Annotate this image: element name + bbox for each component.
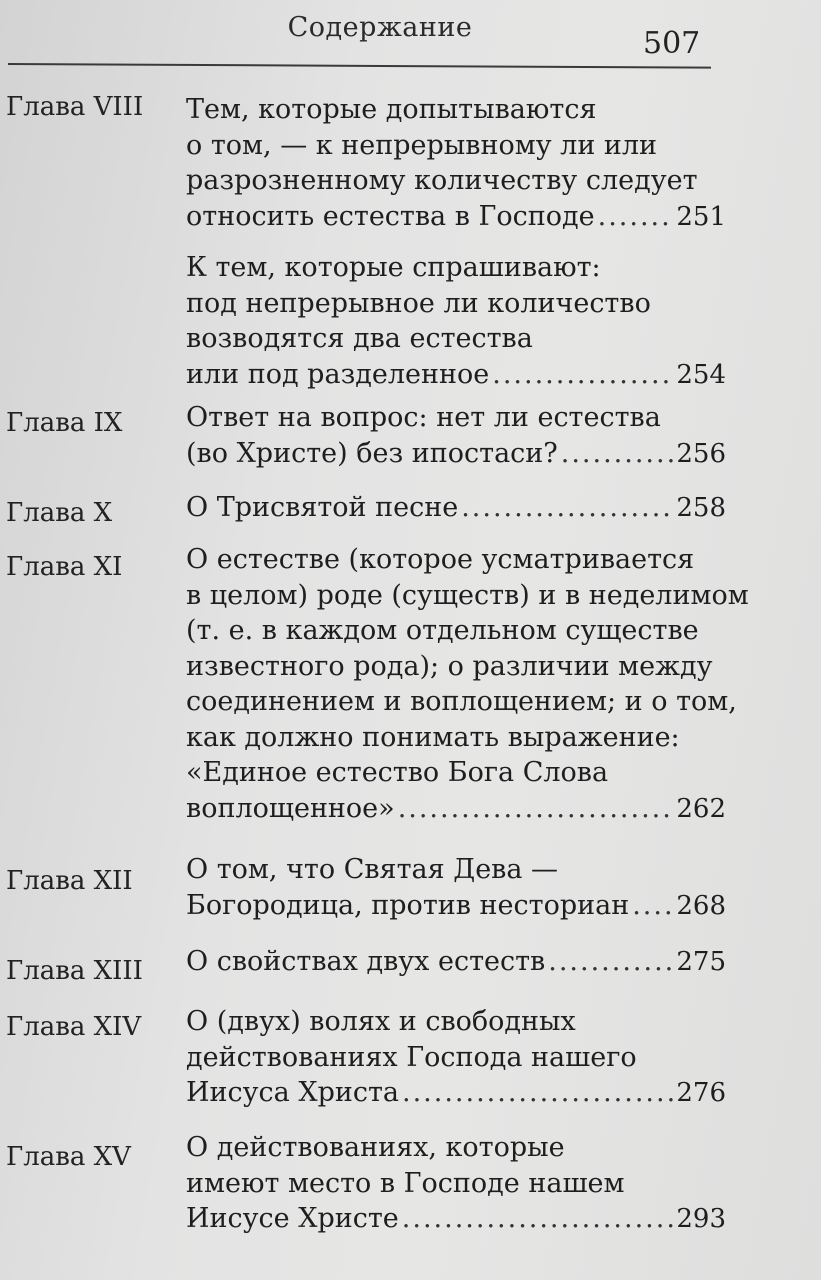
- dot-leader: [492, 357, 673, 393]
- entry-body: [186, 400, 726, 471]
- entry-line: в целом) роде (существ) и в неделимом: [186, 579, 749, 611]
- entry-line: Иисусе Христе: [186, 1203, 399, 1234]
- entry-line: О действованиях, которые: [186, 1132, 565, 1163]
- dot-leader: [402, 1075, 673, 1111]
- dot-leader: [461, 490, 673, 526]
- entry-line: возводятся два естества: [186, 323, 533, 354]
- entry-line: имеют место в Господе нашем: [186, 1167, 625, 1199]
- page-ref: 276: [676, 1078, 726, 1108]
- entry-body: [186, 1004, 726, 1111]
- entry-last-line: [186, 888, 726, 924]
- entry-line: «Единое естество Бога Слова: [186, 757, 609, 788]
- entry-line: О естестве (которое усматривается: [186, 544, 695, 575]
- dot-leader: [398, 791, 674, 827]
- dot-leader: [598, 199, 674, 235]
- entry-line: Тем, которые допытываются: [186, 94, 597, 125]
- entry-body: [186, 542, 749, 826]
- entry-body: [186, 944, 726, 980]
- running-head-title: Содержание: [287, 12, 473, 43]
- entry-line: под непрерывное ли количество: [186, 287, 651, 319]
- entry-line: относить естества в Господе: [186, 200, 595, 232]
- page-ref: 256: [676, 438, 726, 469]
- entry-line: действованиях Господа нашего: [186, 1041, 637, 1073]
- entry-line: О том, что Святая Дева —: [186, 854, 559, 885]
- page-ref: 275: [676, 947, 726, 977]
- entry-line: (т. е. в каждом отдельном существе: [186, 615, 699, 646]
- entry-last-line: [186, 1075, 726, 1111]
- dot-leader: [632, 888, 673, 924]
- chapter-label: Глава XIII: [6, 956, 143, 986]
- entry-line: Иисуса Христа: [186, 1077, 400, 1108]
- entry-last-line: [186, 199, 726, 235]
- entry-line: О (двух) волях и свободных: [186, 1006, 576, 1037]
- entry-line: О свойствах двух естеств: [186, 946, 546, 977]
- entry-last-line: [186, 436, 726, 472]
- entry-last-line: [186, 791, 726, 827]
- entry-line: или под разделенное: [186, 358, 490, 390]
- entry-line: воплощенное»: [186, 792, 395, 824]
- entry-line: К тем, которые спрашивают:: [186, 252, 601, 283]
- entry-line: Ответ на вопрос: нет ли естества: [186, 402, 661, 433]
- entry-line: о том, — к непрерывному ли или: [186, 129, 658, 161]
- entry-line: соединением и воплощением; и о том,: [186, 686, 737, 717]
- page-ref: 268: [676, 890, 726, 921]
- entry-body: [186, 852, 726, 923]
- sub-entry: [186, 250, 726, 392]
- page-ref: 293: [676, 1204, 726, 1234]
- entry-line: разрозненному количеству следует: [186, 165, 698, 196]
- entry-body: [186, 490, 726, 526]
- entry-last-line: [186, 1201, 726, 1237]
- entry-body: [186, 1130, 726, 1237]
- entry-last-line: [186, 357, 726, 393]
- page-ref: 258: [676, 493, 726, 523]
- dot-leader: [548, 944, 673, 980]
- entry-line: (во Христе) без ипостаси?: [186, 437, 558, 469]
- entry-line: Богородица, против несториан: [186, 889, 630, 921]
- page-ref: 254: [676, 359, 726, 390]
- entry-last-line: [186, 944, 726, 980]
- chapter-label: Глава XI: [6, 552, 123, 582]
- chapter-label: Глава IX: [6, 408, 123, 438]
- entry-body: [186, 92, 726, 392]
- entry-last-line: [186, 490, 726, 526]
- page-number: 507: [643, 26, 701, 61]
- chapter-label: Глава X: [6, 498, 113, 528]
- chapter-label: Глава VIII: [6, 92, 144, 122]
- entry-line: известного рода); о различии между: [186, 650, 713, 682]
- entry-line: как должно понимать выражение:: [186, 721, 680, 753]
- header-rule: [8, 63, 711, 69]
- dot-leader: [561, 436, 674, 472]
- page-ref: 251: [676, 201, 726, 232]
- chapter-label: Глава XV: [6, 1142, 131, 1172]
- chapter-label: Глава XIV: [6, 1012, 142, 1042]
- page-ref: 262: [676, 793, 726, 824]
- chapter-label: Глава XII: [6, 866, 133, 896]
- dot-leader: [402, 1201, 674, 1237]
- entry-line: О Трисвятой песне: [186, 492, 459, 523]
